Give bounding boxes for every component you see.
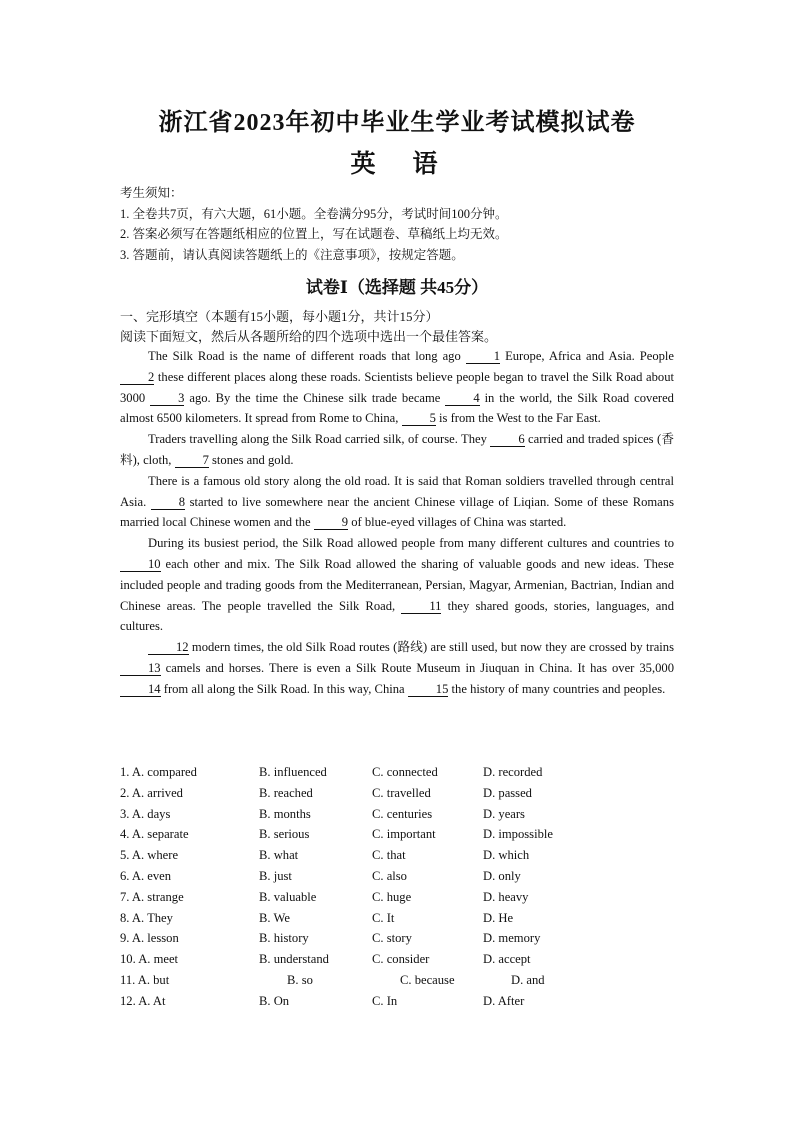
passage-text: modern times, the old Silk Road routes (路线) are still used, but now they are crossed by trains — [191, 640, 674, 655]
candidate-notes — [120, 183, 508, 265]
option-b: B. just — [259, 868, 292, 883]
option-a: 10. A. meet — [120, 952, 179, 967]
passage-paragraph — [120, 637, 674, 699]
option-row — [120, 928, 680, 949]
passage-text: Traders travelling along the Silk Road carried silk, of course. They — [148, 432, 487, 447]
option-a: 6. A. even — [120, 868, 172, 883]
option-b: B. serious — [259, 827, 310, 842]
passage-text: from all along the Silk Road. In this way, China — [163, 681, 405, 696]
option-b: B. On — [259, 993, 290, 1008]
option-c: C. because — [400, 972, 455, 987]
note-item: 2. 答案必须写在答题纸相应的位置上，写在试题卷、草稿纸上均无效。 — [120, 227, 508, 241]
subject-title: 英 语 — [350, 151, 444, 178]
option-a: 7. A. strange — [120, 889, 184, 904]
blank-12: 12 — [148, 640, 189, 655]
blank-6: 6 — [490, 432, 524, 447]
option-d: D. After — [483, 993, 525, 1008]
option-b: B. history — [259, 931, 309, 946]
blank-4: 4 — [445, 391, 479, 406]
option-a: 11. A. but — [120, 972, 170, 987]
option-row — [120, 908, 680, 929]
option-a: 1. A. compared — [120, 765, 197, 779]
option-d: D. accept — [483, 952, 531, 967]
passage-text: There is a famous old story along the old road. It is said that Roman soldiers travelled through central Asia. — [120, 473, 674, 509]
option-d: D. recorded — [483, 765, 543, 779]
option-d: D. memory — [483, 931, 541, 946]
passage-paragraph — [120, 346, 674, 429]
option-a: 9. A. lesson — [120, 931, 179, 946]
option-d: D. years — [483, 806, 525, 821]
option-a: 12. A. At — [120, 993, 166, 1008]
option-c: C. huge — [372, 889, 412, 904]
option-row — [120, 991, 680, 1012]
option-b: B. reached — [259, 785, 313, 800]
option-d: D. heavy — [483, 889, 529, 904]
passage-text: carried and traded spices (香料), cloth, — [120, 432, 674, 467]
option-c: C. story — [372, 931, 412, 946]
option-d: D. and — [511, 972, 545, 987]
section-heading: 一、完形填空（本题有15小题，每小题1分，共计15分） — [120, 309, 439, 324]
option-d: D. passed — [483, 785, 532, 800]
part-title: 试卷Ⅰ（选择题 共45分） — [305, 278, 489, 297]
option-b: B. influenced — [259, 765, 327, 779]
blank-11: 11 — [401, 599, 441, 614]
blank-13: 13 — [120, 661, 161, 676]
passage-text: During its busiest period, the Silk Road allowed people from many different cultures and countries to — [148, 536, 674, 551]
option-a: 4. A. separate — [120, 827, 189, 842]
passage-paragraph — [120, 533, 674, 637]
note-item: 3. 答题前，请认真阅读答题纸上的《注意事项》，按规定答题。 — [120, 247, 464, 262]
exam-title: 浙江省2023年初中毕业生学业考试模拟试卷 — [158, 110, 636, 136]
option-row — [120, 762, 680, 783]
notes-heading: 考生须知： — [120, 186, 183, 200]
option-d: D. only — [483, 868, 521, 883]
option-row — [120, 949, 680, 970]
option-a: 5. A. where — [120, 848, 179, 863]
passage-text: of blue-eyed villages of China was started. — [351, 515, 567, 530]
option-row — [120, 970, 680, 991]
blank-7: 7 — [175, 453, 209, 468]
option-c: C. travelled — [372, 785, 431, 800]
blank-5: 5 — [402, 411, 436, 426]
blank-15: 15 — [408, 682, 449, 697]
blank-14: 14 — [120, 682, 161, 697]
option-b: B. months — [259, 806, 311, 821]
blank-8: 8 — [151, 495, 185, 510]
passage-paragraph — [120, 471, 674, 533]
blank-1: 1 — [466, 349, 500, 364]
option-b: B. We — [259, 910, 290, 925]
option-a: 8. A. They — [120, 910, 173, 925]
passage-text: in the world, the Silk Road covered almost 6500 kilometers. It spread from Rome to China, — [120, 390, 674, 426]
passage-text: each other and mix. The Silk Road allowed the sharing of valuable goods and new ideas. These included people and trading goods from the Mediterranean, Persian, Magyar, Armenian, Bactrian, Indian and Chinese areas. The people travelled the Silk Road, — [120, 556, 674, 613]
option-a: 3. A. days — [120, 806, 171, 821]
blank-9: 9 — [314, 515, 348, 530]
passage-text: Europe, Africa and Asia. People — [505, 349, 674, 363]
option-d: D. which — [483, 848, 530, 863]
option-c: C. that — [372, 848, 406, 863]
option-row — [120, 845, 680, 866]
blank-10: 10 — [120, 557, 161, 572]
option-c: C. consider — [372, 952, 430, 967]
option-c: C. also — [372, 868, 407, 883]
option-d: D. He — [483, 910, 514, 925]
option-b: B. so — [287, 972, 313, 987]
passage-text: camels and horses. There is even a Silk Route Museum in Jiuquan in China. It has over 35,000 — [165, 660, 674, 675]
option-row — [120, 824, 680, 845]
option-row — [120, 783, 680, 804]
option-row — [120, 887, 680, 908]
answer-options — [120, 762, 680, 1012]
option-c: C. In — [372, 993, 398, 1008]
passage-text: the history of many countries and peoples. — [451, 681, 666, 696]
blank-2: 2 — [120, 370, 154, 385]
option-c: C. It — [372, 910, 395, 925]
passage-text: these different places along these roads. Scientists believe people began to travel the Silk Road about 3000 — [120, 369, 674, 405]
option-c: C. centuries — [372, 806, 433, 821]
cloze-passage — [120, 346, 674, 700]
option-b: B. understand — [259, 952, 329, 967]
passage-text: The Silk Road is the name of different roads that long ago — [148, 349, 461, 363]
passage-text: ago. By the time the Chinese silk trade became — [189, 390, 441, 405]
option-b: B. what — [259, 848, 299, 863]
option-a: 2. A. arrived — [120, 785, 183, 800]
option-row — [120, 804, 680, 825]
option-c: C. connected — [372, 765, 438, 779]
option-c: C. important — [372, 827, 436, 842]
passage-text: is from the West to the Far East. — [439, 411, 601, 426]
option-row — [120, 866, 680, 887]
section-instructions: 阅读下面短文，然后从各题所给的四个选项中选出一个最佳答案。 — [120, 329, 498, 344]
blank-3: 3 — [150, 391, 184, 406]
passage-paragraph — [120, 429, 674, 471]
passage-text: they shared goods, stories, languages, and cultures. — [120, 598, 674, 634]
passage-text: started to live somewhere near the ancient Chinese village of Liqian. Some of these Romans married local Chinese women and the — [120, 494, 674, 530]
passage-text: stones and gold. — [212, 452, 294, 467]
note-item: 1. 全卷共7页，有六大题，61小题。全卷满分95分，考试时间100分钟。 — [120, 206, 508, 221]
option-d: D. impossible — [483, 827, 553, 842]
option-b: B. valuable — [259, 889, 317, 904]
